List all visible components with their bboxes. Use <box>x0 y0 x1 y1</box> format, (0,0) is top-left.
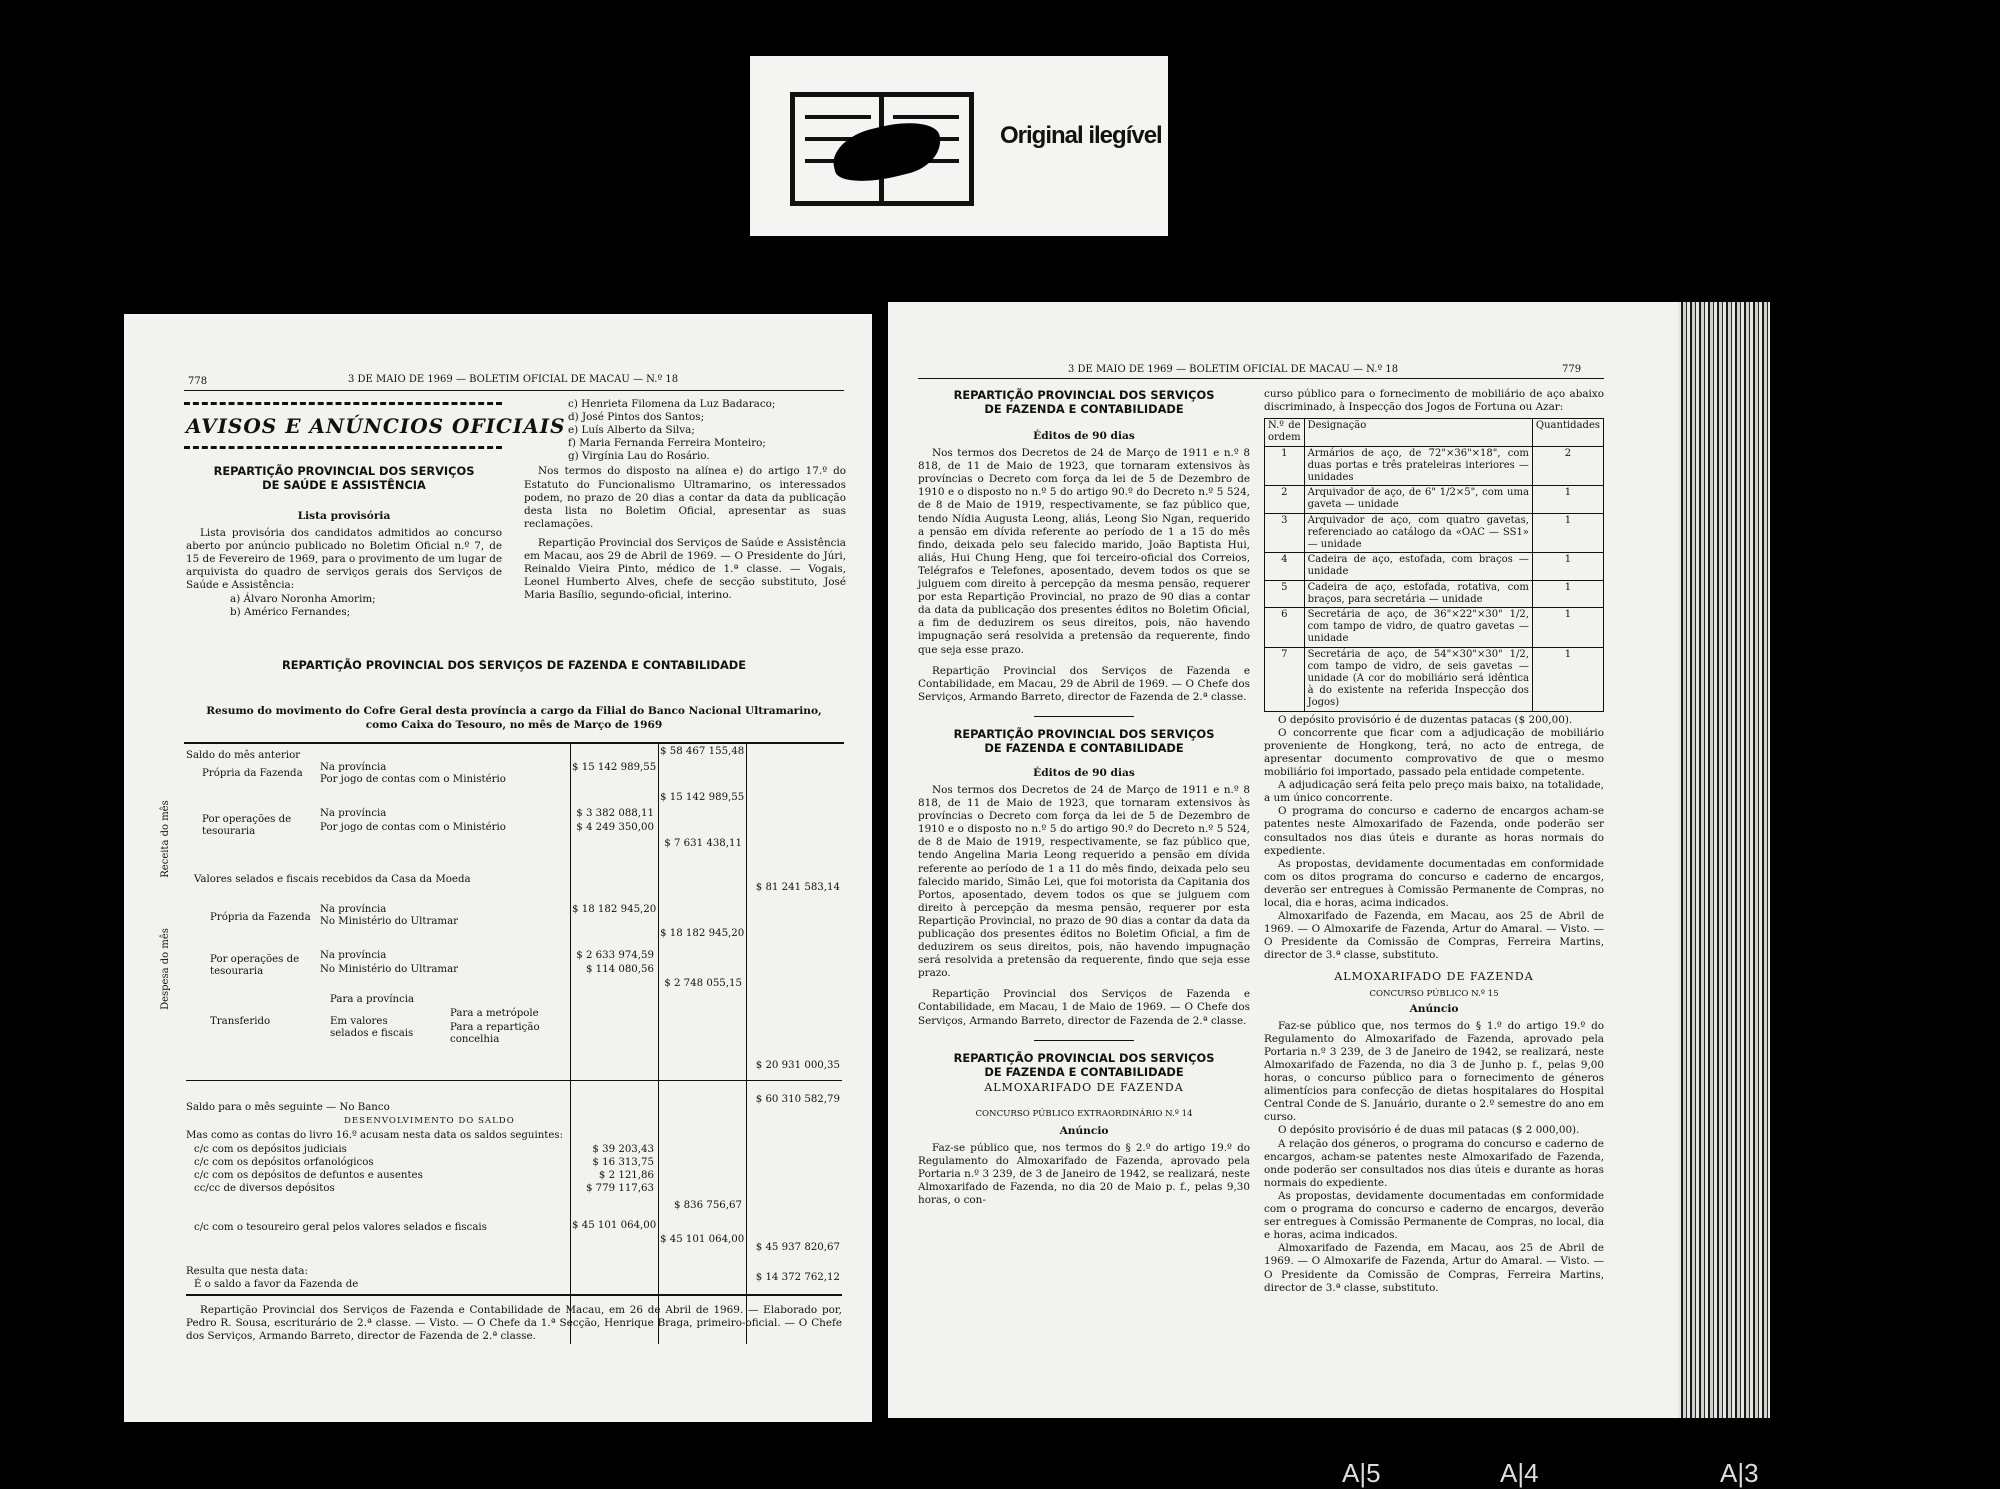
concurso14-anuncio: Anúncio <box>1059 1124 1109 1137</box>
val-v19: $ 836 756,67 <box>673 1200 742 1211</box>
val-v23: $ 14 372 762,12 <box>755 1272 840 1283</box>
illegible-notice-card <box>750 56 1168 236</box>
row-na-provincia-3: Na província <box>320 904 387 915</box>
table-row <box>1265 513 1604 553</box>
despesa-side-label: Despesa do mês <box>160 928 171 1010</box>
cell-quantidade: 1 <box>1532 513 1603 553</box>
edital2-org-line1: REPARTIÇÃO PROVINCIAL DOS SERVIÇOS <box>953 726 1215 741</box>
val-v15: $ 39 203,43 <box>592 1144 654 1155</box>
mobiliario-table <box>1264 418 1604 711</box>
th-designacao: Designação <box>1304 419 1532 446</box>
c15-q4: As propostas, devidamente documentadas em conformidade com o programa do concurso e caderno de encargos, deverão ser entregues à Comissão Permanente de Compras, no local, dia e horas, acima indicados. <box>1264 1189 1605 1242</box>
edital2-sign: Repartição Provincial dos Serviços de Fazenda e Contabilidade, em Macau, 1 de Maio de 1969. — O Chefe dos Serviços, Armando Barreto, director de Fazenda de 2.ª classe. <box>918 988 1250 1027</box>
row-judiciais: c/c com os depósitos judiciais <box>194 1144 347 1155</box>
val-v8: $ 18 182 945,20 <box>572 904 657 915</box>
row-para-reparticao: Para a repartição concelhia <box>450 1022 540 1045</box>
mob-p5: As propostas, devidamente documentadas em conformidade com os ditos programa do concurso e caderno de encargos, deverão ser entregues à Comissão Permanente de Compras, no local, dia e horas, acima indicados. <box>1264 857 1604 909</box>
cell-numero: 1 <box>1265 446 1305 486</box>
cell-numero: 2 <box>1265 486 1305 513</box>
row-propria-fazenda-2: Própria da Fazenda <box>210 912 311 923</box>
val-v12: $ 2 748 055,15 <box>664 978 742 989</box>
left-page <box>124 314 872 1422</box>
row-orfanologicos: c/c com os depósitos orfanológicos <box>194 1157 374 1168</box>
bottom-mark-3: A|3 <box>1720 1458 1759 1488</box>
resumo-title-line1: Resumo do movimento do Cofre Geral desta província a cargo da Filial do Banco Nacional Ultramarino, <box>206 705 822 717</box>
cell-designacao: Secretária de aço, de 54"×30"×30" 1/2, com tampo de vidro, de seis gavetas — unidade (A cor do mobiliário será idêntica à do existente na referida Inspecção dos Jogos) <box>1304 647 1532 711</box>
lista-heading: Lista provisória <box>297 510 391 522</box>
c15-q1: Faz-se público que, nos termos do § 1.º do artigo 19.º do Regulamento do Almoxarifado de Fazenda, aprovado pela Portaria n.º 3 239, de 3 de Janeiro de 1942, se realizará, neste Almoxarifado de Fazenda, no dia 3 de Junho p. f., pelas 9,00 horas, o concurso público para o fornecimento de géneros alimentícios para confecção de dietas hospitalares do Hospital Central Conde de S. Januário, durante o 2.º semestre do ano em curso. <box>1264 1019 1604 1124</box>
row-na-provincia-4: Na província <box>320 950 387 961</box>
saude-org-line2: DE SAÚDE E ASSISTÊNCIA <box>262 478 426 492</box>
cell-designacao: Cadeira de aço, estofada, com braços — unidade <box>1304 553 1532 580</box>
row-em-valores: Em valores selados e fiscais <box>330 1016 414 1039</box>
left-page-header: 3 DE MAIO DE 1969 — BOLETIM OFICIAL DE MACAU — N.º 18 <box>348 374 679 385</box>
book-page-edges <box>1678 302 1770 1418</box>
row-transferido: Transferido <box>210 1016 271 1027</box>
edital1-title: Éditos de 90 dias <box>1033 430 1135 442</box>
val-v7: $ 81 241 583,14 <box>755 882 840 893</box>
row-mas-como: Mas como as contas do livro 16.º acusam nesta data os saldos seguintes: <box>186 1130 564 1141</box>
cell-numero: 4 <box>1265 553 1305 580</box>
table-row <box>1265 553 1604 580</box>
cell-designacao: Armários de aço, de 72"×36"×18", com duas portas e três prateleiras interiores — unidades <box>1304 446 1532 486</box>
row-por-operacoes-1: Por operações de tesouraria <box>202 814 292 837</box>
row-diversos: cc/cc de diversos depósitos <box>194 1183 335 1194</box>
candidate-b: b) Américo Fernandes; <box>230 605 351 618</box>
cell-quantidade: 1 <box>1532 553 1603 580</box>
row-e-o-saldo: É o saldo a favor da Fazenda de <box>194 1279 359 1290</box>
edital1-org-line2: DE FAZENDA E CONTABILIDADE <box>984 402 1184 416</box>
mob-p2: O concorrente que ficar com a adjudicação de mobiliário proveniente de Hongkong, terá, no acto de entrega, de apresentar documento comprovativo de que o mesmo mobiliário foi importado, passado pela entidade competente. <box>1264 726 1604 779</box>
val-v22: $ 45 937 820,67 <box>755 1242 840 1253</box>
edital1-sign: Repartição Provincial dos Serviços de Fazenda e Contabilidade, em Macau, 29 de Abril de 1969. — O Chefe dos Serviços, Armando Barreto, director de Fazenda de 2.ª classe. <box>918 664 1250 703</box>
edital2-title: Éditos de 90 dias <box>1033 766 1135 779</box>
row-na-provincia-1: Na província <box>320 762 387 773</box>
row-no-ministerio-2: No Ministério do Ultramar <box>320 964 459 975</box>
val-v17: $ 2 121,86 <box>598 1170 654 1181</box>
val-v21: $ 45 101 064,00 <box>660 1234 745 1245</box>
cell-numero: 7 <box>1265 647 1305 711</box>
edital2-org-line2: DE FAZENDA E CONTABILIDADE <box>984 740 1184 755</box>
saude-para1: Nos termos do disposto na alínea e) do artigo 17.º do Estatuto do Funcionalismo Ultramarino, os interessados podem, no prazo de 20 dias a contar da data da publicação desta lista no Boletim Oficial, apresentar as suas reclamações. <box>524 465 846 530</box>
resumo-footer-text: Repartição Provincial dos Serviços de Fazenda e Contabilidade de Macau, em 26 de Abril de 1969. — Elaborado por, Pedro R. Sousa, escriturário de 2.ª classe. — Visto. — O Chefe da 1.ª Secção, Henrique Braga, primeiro-oficial. — O Chefe dos Serviços, Armando Barreto, director de Fazenda de 2.ª classe. <box>186 1304 842 1343</box>
mob-p6: Almoxarifado de Fazenda, em Macau, aos 25 de Abril de 1969. — O Almoxarife de Fazenda, Artur do Amaral. — Visto. — O Presidente da Comissão de Compras, Ferreira Martins, director de 3.ª classe, substituto. <box>1264 910 1604 962</box>
concurso14-title: CONCURSO PÚBLICO EXTRAORDINÁRIO N.º 14 <box>975 1108 1193 1119</box>
cell-designacao: Secretária de aço, de 36"×22"×30" 1/2, com tampo de vidro, de quatro gavetas — unidade <box>1304 608 1532 648</box>
almox15-title: ALMOXARIFADO DE FAZENDA <box>1334 970 1534 984</box>
cell-quantidade: 1 <box>1532 580 1603 607</box>
table-row <box>1265 486 1604 513</box>
cell-numero: 5 <box>1265 580 1305 607</box>
row-saldo-seguinte: Saldo para o mês seguinte — No Banco <box>186 1102 390 1113</box>
c15-q3: A relação dos géneros, o programa do concurso e caderno de encargos, acham-se patentes neste Almoxarifado de Fazenda, onde poderão ser consultados nos dias úteis e durante as horas normais do expediente. <box>1264 1137 1604 1189</box>
almox14-org-line1: REPARTIÇÃO PROVINCIAL DOS SERVIÇOS <box>953 1050 1215 1065</box>
val-v5: $ 4 249 350,00 <box>576 822 654 833</box>
mob-intro: curso público para o fornecimento de mobiliário de aço abaixo discriminado, à Inspecção dos Jogos de Fortuna ou Azar: <box>1264 388 1604 414</box>
right-page <box>888 302 1678 1418</box>
resumo-table <box>124 314 872 1422</box>
th-numero: N.º de ordem <box>1265 419 1305 446</box>
row-tesoureiro: c/c com o tesoureiro geral pelos valores selados e fiscais <box>194 1222 487 1233</box>
row-resulta: Resulta que nesta data: <box>186 1266 308 1277</box>
candidate-c: c) Henrieta Filomena da Luz Badaraco; <box>568 398 776 410</box>
cell-designacao: Arquivador de aço, com quatro gavetas, referenciado ao catálogo da «OAC — SS1» — unidade <box>1304 513 1532 553</box>
val-v6: $ 7 631 438,11 <box>664 838 742 849</box>
candidate-a: a) Álvaro Noronha Amorim; <box>230 592 376 605</box>
cell-quantidade: 1 <box>1532 608 1603 648</box>
val-v13: $ 20 931 000,35 <box>755 1060 840 1071</box>
row-para-metropole: Para a metrópole <box>450 1008 539 1019</box>
val-v9: $ 18 182 945,20 <box>660 928 745 939</box>
row-por-jogo-1: Por jogo de contas com o Ministério <box>320 774 506 785</box>
bottom-mark-1: A|5 <box>1342 1458 1381 1488</box>
candidate-f: f) Maria Fernanda Ferreira Monteiro; <box>568 437 766 450</box>
val-v16: $ 16 313,75 <box>592 1157 654 1168</box>
val-v18: $ 779 117,63 <box>585 1183 654 1194</box>
table-row <box>1265 647 1604 711</box>
concurso15-title: CONCURSO PÚBLICO N.º 15 <box>1369 988 1499 999</box>
candidate-e: e) Luís Alberto da Silva; <box>568 424 695 437</box>
cell-quantidade: 1 <box>1532 647 1603 711</box>
c15-q2: O depósito provisório é de duas mil patacas ($ 2 000,00). <box>1278 1124 1580 1137</box>
val-v11: $ 114 080,56 <box>585 964 654 975</box>
candidate-g: g) Virgínia Lau do Rosário. <box>568 450 710 463</box>
right-col-2 <box>1264 388 1604 1295</box>
edital1-org-line1: REPARTIÇÃO PROVINCIAL DOS SERVIÇOS <box>953 388 1215 402</box>
c15-q5: Almoxarifado de Fazenda, em Macau, aos 25 de Abril de 1969. — O Almoxarife de Fazenda, Artur do Amaral. — Visto. — O Presidente da Comissão de Compras, Ferreira Martins, director de 3.ª classe, substituto. <box>1264 1242 1604 1294</box>
receita-side-label: Receita do mês <box>160 800 171 878</box>
row-para-provincia: Para a província <box>330 994 415 1005</box>
left-page-number: 778 <box>188 376 208 387</box>
row-no-ministerio-1: No Ministério do Ultramar <box>320 916 459 927</box>
right-page-header: 3 DE MAIO DE 1969 — BOLETIM OFICIAL DE MACAU — N.º 18 <box>1068 364 1399 375</box>
illegible-label: Original ilegível <box>1000 122 1162 149</box>
section-title: AVISOS E ANÚNCIOS OFICIAIS <box>186 414 566 438</box>
cell-quantidade: 1 <box>1532 486 1603 513</box>
cell-quantidade: 2 <box>1532 446 1603 486</box>
th-quantidades: Quantidades <box>1532 419 1603 446</box>
val-v3: $ 15 142 989,55 <box>660 792 745 803</box>
row-propria-fazenda: Própria da Fazenda <box>202 768 303 779</box>
table-row <box>1265 446 1604 486</box>
val-v4: $ 3 382 088,11 <box>576 808 654 819</box>
edital1-text: Nos termos dos Decretos de 24 de Março de 1911 e n.º 8 818, de 11 de Maio de 1923, que tornaram extensivos às províncias o Decreto com força da lei de 5 de Dezembro de 1910 e o disposto no n.º 5 do artigo 90.º do Decreto n.º 5 524, de 8 de Maio de 1919, respectivamente, se faz público que, tendo Nídia Augusta Leong, aliás, Leong Sio Ngan, requerido a pensão em dívida referente ao período de 1 a 15 do mês findo, deixada pelo seu falecido marido, João Baptista Hui, aliás, Hui Chung Heng, que foi terceiro-oficial dos Correios, Telégrafos e Telefones, aposentado, devem todos os que se julguem com direito à percepção da mesma pensão, requerer por esta Repartição Provincial, no prazo de 90 dias a contar da data da publicação dos presentes éditos no Boletim Oficial, a fim de deduzirem os seus direitos, pois, não havendo impugnação será resolvida a pretensão da requerente, findo que seja esse prazo. <box>918 447 1250 656</box>
saude-para2: Repartição Provincial dos Serviços de Saúde e Assistência em Macau, aos 29 de Abril de 1969. — O Presidente do Júri, Reinaldo Vieira Pinto, médico de 1.ª classe. — Vogais, Leonel Humberto Alves, chefe de secção substituto, José Maria Basílio, segundo-oficial, interino. <box>524 536 846 602</box>
val-v10: $ 2 633 974,59 <box>576 950 654 961</box>
row-defuntos: c/c com os depósitos de defuntos e ausentes <box>194 1170 423 1181</box>
fazenda-org: REPARTIÇÃO PROVINCIAL DOS SERVIÇOS DE FAZENDA E CONTABILIDADE <box>281 658 747 672</box>
row-por-jogo-2: Por jogo de contas com o Ministério <box>320 822 506 833</box>
cell-numero: 3 <box>1265 513 1305 553</box>
row-na-provincia-2: Na província <box>320 808 387 819</box>
concurso14-text: Faz-se público que, nos termos do § 2.º do artigo 19.º do Regulamento do Almoxarifado de Fazenda, aprovado pela Portaria n.º 3 239, de 3 de Janeiro de 1942, se realizará, neste Almoxarifado de Fazenda, no dia 20 de Maio p. f., pelas 9,30 horas, o con- <box>918 1141 1250 1207</box>
concurso15-anuncio: Anúncio <box>1409 1002 1459 1015</box>
cell-designacao: Arquivador de aço, de 6" 1/2×5", com uma gaveta — unidade <box>1304 486 1532 513</box>
val-v20: $ 45 101 064,00 <box>572 1220 657 1231</box>
table-row <box>1265 580 1604 607</box>
almox14-org-line2: DE FAZENDA E CONTABILIDADE <box>984 1064 1184 1079</box>
mob-p4: O programa do concurso e caderno de encargos acham-se patentes neste Almoxarifado de Fazenda, onde poderão ser consultados nos dias úteis e durante as horas normais do expediente. <box>1264 805 1604 857</box>
mob-p3: A adjudicação será feita pelo preço mais baixo, na totalidade, a um único concorrente. <box>1264 779 1604 805</box>
row-saldo-anterior: Saldo do mês anterior <box>186 750 301 761</box>
row-desenvolvimento: DESENVOLVIMENTO DO SALDO <box>344 1116 515 1126</box>
cell-designacao: Cadeira de aço, estofada, rotativa, com braços, para secretária — unidade <box>1304 580 1532 607</box>
bottom-mark-2: A|4 <box>1500 1458 1539 1488</box>
cell-numero: 6 <box>1265 608 1305 648</box>
val-v2: $ 15 142 989,55 <box>572 762 657 773</box>
right-col-1 <box>918 388 1250 1207</box>
row-por-operacoes-2: Por operações de tesouraria <box>210 954 300 977</box>
right-page-number: 779 <box>1562 364 1582 375</box>
table-row <box>1265 608 1604 648</box>
candidate-d: d) José Pintos dos Santos; <box>568 411 705 424</box>
saude-org-line1: REPARTIÇÃO PROVINCIAL DOS SERVIÇOS <box>213 464 475 478</box>
almox14-title: ALMOXARIFADO DE FAZENDA <box>984 1080 1184 1094</box>
mob-p1: O depósito provisório é de duzentas patacas ($ 200,00). <box>1278 713 1573 726</box>
val-v1: $ 58 467 155,48 <box>660 746 745 757</box>
val-v14: $ 60 310 582,79 <box>755 1094 840 1105</box>
row-valores-selados: Valores selados e fiscais recebidos da Casa da Moeda <box>194 874 471 885</box>
lista-intro: Lista provisória dos candidatos admitidos ao concurso aberto por anúncio publicado no Boletim Oficial n.º 7, de 15 de Fevereiro de 1969, para o provimento de um lugar de arquivista do quadro de serviços gerais dos Serviços de Saúde e Assistência: <box>186 527 502 592</box>
edital2-text: Nos termos dos Decretos de 24 de Março de 1911 e n.º 8 818, de 11 de Maio de 1923, que tornaram extensivos às províncias o Decreto com força da lei de 5 de Dezembro de 1910 e o disposto no n.º 5 do artigo 90.º do Decreto n.º 5 524, de 8 de Maio de 1919, respectivamente, se faz público que, tendo Angelina Maria Leong requerido a pensão em dívida referente ao período de 1 a 11 do mês findo, deixada pelo seu falecido marido, Simão Lei, que foi motorista da Capitania dos Portos, aposentado, devem todos os que se julguem com direito à percepção da mesma pensão, requerer por esta Repartição Provincial, no prazo de 90 dias a contar da data da publicação dos presentes éditos no Boletim Oficial, a fim de deduzirem os seus direitos, pois, não havendo impugnação será resolvida a pretensão da requerente, findo que seja esse prazo. <box>918 783 1250 980</box>
resumo-footer <box>186 1304 842 1343</box>
resumo-title-line2: como Caixa do Tesouro, no mês de Março de 1969 <box>365 719 663 731</box>
